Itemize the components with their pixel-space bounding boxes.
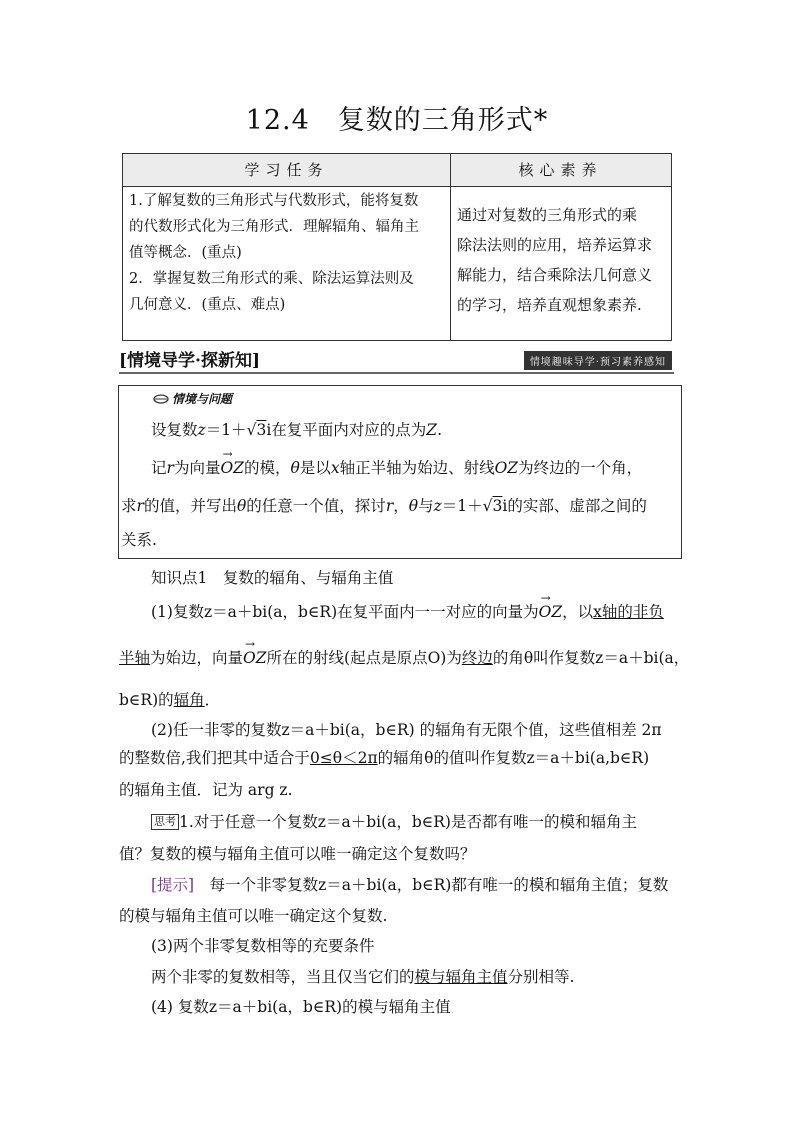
task-line: 1.了解复数的三角形式与代数形式，能将复数 — [129, 193, 419, 209]
literacy-line: 的学习，培养直观想象素养. — [457, 296, 642, 314]
think-line-1: 思考 1.对于任意一个复数z＝a＋bi(a，b∈R)是否都有唯一的模和辐角主 — [151, 810, 637, 832]
objectives-header-left: 学习任务 — [123, 154, 450, 187]
page-title: 12.4 复数的三角形式* — [245, 105, 549, 136]
scenario-line-4: 关系. — [121, 531, 157, 549]
objectives-header-right: 核心素养 — [450, 154, 671, 187]
section-tag: 情境趣味导学·预习素养感知 — [524, 351, 672, 370]
scenario-box — [118, 385, 682, 559]
knowledge-heading: 知识点1 复数的辐角、与辐角主值 — [151, 569, 394, 587]
kp-line-2: 半轴为始边，向量→ OZ所在的射线(起点是原点O)为终边的角θ叫作复数z＝a＋bi(a， — [119, 646, 689, 668]
hint-line-2: 的模与辐角主值可以唯一确定这个复数. — [119, 907, 388, 925]
kp-line-1: (1)复数z＝a＋bi(a，b∈R)在复平面内一一对应的向量为→ OZ，以x轴的非负 — [151, 600, 664, 622]
scenario-label: 情境与问题 — [153, 390, 232, 407]
literacy-line: 解能力，结合乘除法几何意义 — [457, 266, 653, 284]
kp-line-6: 的辐角主值．记为 arg z. — [119, 781, 293, 799]
hint-line-1: [提示] 每一个非零复数z＝a＋bi(a，b∈R)都有唯一的模和辐角主值；复数 — [151, 876, 669, 894]
think-line-2: 值？复数的模与辐角主值可以唯一确定这个复数吗？ — [119, 845, 476, 863]
section-title: [情境导学·探新知] — [119, 351, 261, 371]
learning-tasks-cell — [129, 188, 445, 318]
scenario-line-3: 求r的值，并写出θ的任意一个值，探讨r，θ与z＝1＋√3i的实部、虚部之间的 — [121, 497, 647, 515]
literacy-line: 通过对复数的三角形式的乘 — [457, 206, 638, 224]
literacy-line: 除法法则的应用，培养运算求 — [457, 236, 653, 254]
table-divider — [450, 154, 451, 340]
scenario-line-2: 记r为向量→ OZ的模，θ是以x轴正半轴为始边、射线OZ为终边的一个角， — [151, 456, 642, 478]
core-literacy-cell — [457, 200, 667, 320]
think-badge: 思考 — [151, 814, 179, 830]
section-header — [119, 346, 674, 374]
objectives-table — [122, 153, 672, 341]
kp-line-3: b∈R)的辐角． — [119, 691, 221, 709]
scenario-line-1: 设复数z＝1＋√3i在复平面内对应的点为Z. — [151, 421, 443, 439]
kp-line-7: (3)两个非零复数相等的充要条件 — [151, 937, 375, 955]
task-line: 几何意义．(重点、难点) — [129, 297, 286, 313]
kp-line-9: (4) 复数z＝a＋bi(a，b∈R)的模与辐角主值 — [151, 998, 451, 1016]
hint-label: [提示] — [151, 876, 195, 894]
task-line: 2．掌握复数三角形式的乘、除法运算法则及 — [129, 271, 414, 287]
leaf-icon — [153, 393, 169, 405]
task-line: 值等概念．(重点) — [129, 245, 242, 261]
task-line: 的代数形式化为三角形式．理解辐角、辐角主 — [129, 219, 419, 235]
kp-line-5: 的整数倍,我们把其中适合于0≤θ＜2π的辐角θ的值叫作复数z＝a＋bi(a,b∈R) — [119, 749, 650, 767]
kp-line-4: (2)任一非零的复数z＝a＋bi(a，b∈R) 的辐角有无限个值，这些值相差 2π — [151, 721, 662, 739]
kp-line-8: 两个非零的复数相等，当且仅当它们的模与辐角主值分别相等. — [151, 968, 575, 986]
